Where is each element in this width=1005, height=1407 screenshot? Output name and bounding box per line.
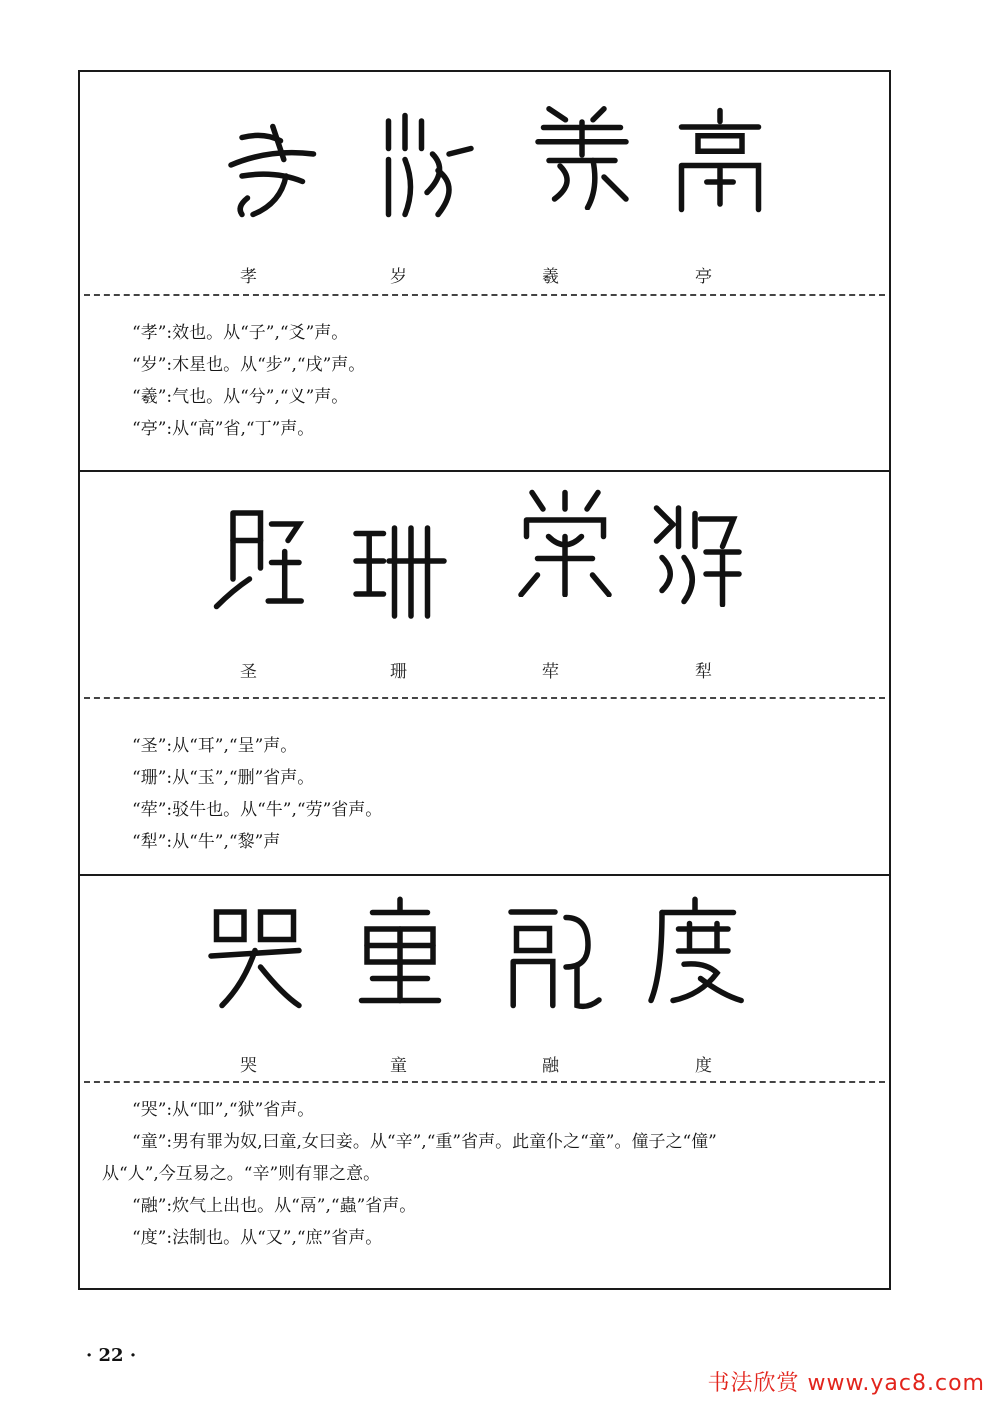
caption-3-1: 哭 [240,1056,258,1076]
page-frame [78,70,891,1290]
section-3 [80,876,889,1290]
caption-2-1: 圣 [240,662,258,682]
caption-3-3: 融 [542,1056,560,1076]
section-1 [80,72,889,472]
caption-2-2: 珊 [390,662,408,682]
note-1-3: “羲”:气也。从“兮”,“义”声。 [132,387,349,407]
seal-character-ting [665,105,775,215]
seal-character-sheng [200,502,310,612]
note-3-2: “童”:男有罪为奴,曰童,女曰妾。从“辛”,“重”省声。此童仆之“童”。僮子之“僮” [132,1132,717,1152]
note-3-3: 从“人”,今互易之。“辛”则有罪之意。 [102,1164,381,1184]
dashed-divider-3 [84,1081,885,1083]
seal-character-shan [345,517,455,627]
caption-1-3: 羲 [542,267,560,287]
notes-3 [102,1094,869,1254]
seal-character-luo [510,487,620,597]
seal-character-xi [527,100,637,210]
note-1-4: “亭”:从“高”省,“丁”声。 [132,419,315,439]
seal-character-li [640,497,750,607]
seal-character-du [640,896,750,1006]
caption-3-2: 童 [390,1056,408,1076]
caption-1-2: 岁 [390,267,408,287]
caption-1-1: 孝 [240,267,258,287]
caption-3-4: 度 [695,1056,713,1076]
seal-row-1 [80,90,889,270]
seal-character-rong [500,901,610,1011]
caption-2-3: 荦 [542,662,560,682]
note-3-4: “融”:炊气上出也。从“鬲”,“蟲”省声。 [132,1196,417,1216]
dashed-divider-1 [84,294,885,296]
note-1-2: “岁”:木星也。从“步”,“戌”声。 [132,355,366,375]
note-2-3: “荦”:驳牛也。从“牛”,“劳”省声。 [132,800,383,820]
seal-character-xiao [220,110,330,220]
note-2-1: “圣”:从“耳”,“呈”声。 [132,736,298,756]
note-3-1: “哭”:从“吅”,“狱”省声。 [132,1100,315,1120]
seal-character-sui [372,110,482,220]
seal-character-tong [345,896,455,1006]
note-3-5: “度”:法制也。从“又”,“庶”省声。 [132,1228,383,1248]
watermark: 书法欣赏 www.yac8.com [707,1371,985,1396]
page-number: · 22 · [86,1345,137,1366]
dashed-divider-2 [84,697,885,699]
seal-character-ku [200,901,310,1011]
caption-1-4: 亭 [695,267,713,287]
caption-2-4: 犁 [695,662,713,682]
note-1-1: “孝”:效也。从“子”,“爻”声。 [132,323,349,343]
notes-1 [132,317,869,445]
notes-2 [132,730,869,858]
note-2-2: “珊”:从“玉”,“删”省声。 [132,768,315,788]
section-2 [80,472,889,874]
note-2-4: “犁”:从“牛”,“黎”声 [132,832,281,852]
